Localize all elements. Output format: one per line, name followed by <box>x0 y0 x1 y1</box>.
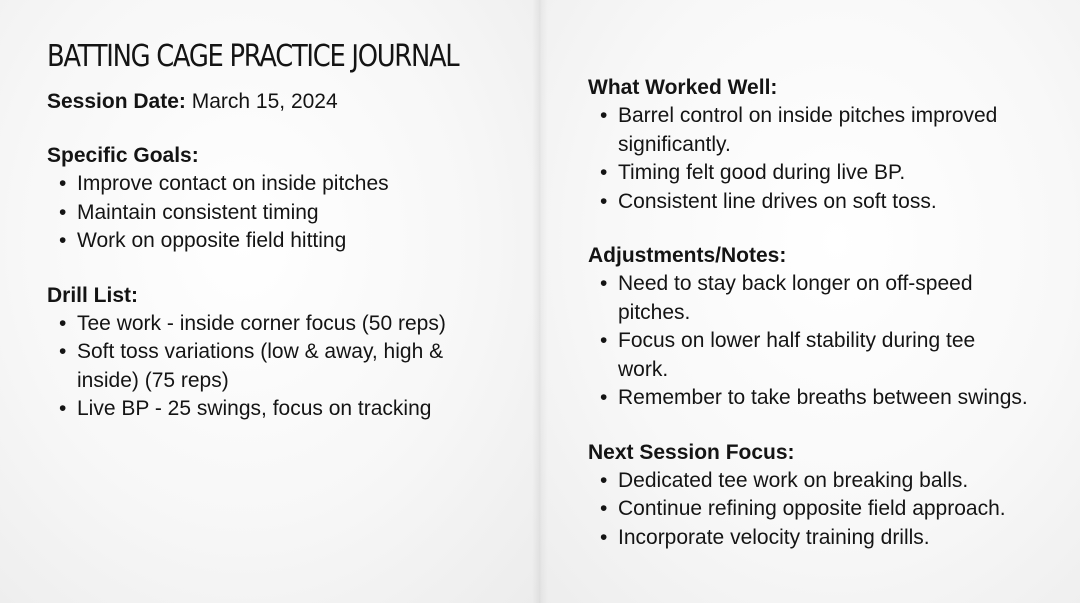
list-item <box>59 338 447 395</box>
list-item-text: Incorporate velocity training drills. <box>618 525 930 549</box>
list-item-text: Focus on lower half stability during tee work. <box>618 329 976 381</box>
list-item <box>59 170 447 199</box>
session-date-label: Session Date: <box>47 90 186 113</box>
list-item <box>600 102 1028 159</box>
specific-goals-section <box>47 142 540 256</box>
what-worked-section <box>588 74 1080 216</box>
list-item-text: Remember to take breaths between swings. <box>618 386 1028 409</box>
bullet-icon: • <box>600 329 608 352</box>
list-item <box>600 384 1028 413</box>
bullet-icon: • <box>600 161 608 184</box>
list-item <box>59 227 447 256</box>
list-item <box>59 310 447 339</box>
adjustments-heading: Adjustments/Notes: <box>588 244 787 267</box>
list-item <box>600 159 1028 188</box>
specific-goals-heading: Specific Goals: <box>47 144 199 167</box>
list-item-text: Dedicated tee work on breaking balls. <box>618 468 969 492</box>
list-item-text: Barrel control on inside pitches improved significantly. <box>618 104 998 156</box>
drill-list-section <box>47 282 540 424</box>
list-item <box>600 467 1028 496</box>
list-item-text: Timing felt good during live BP. <box>618 161 906 184</box>
drill-list <box>47 310 540 424</box>
what-worked-heading: What Worked Well: <box>588 76 778 99</box>
adjustments-list <box>588 270 1080 413</box>
list-item-text: Continue refining opposite field approach. <box>618 497 1006 520</box>
next-session-list <box>588 467 1080 553</box>
list-item-text: Soft toss variations (low & away, high & inside) (75 reps) <box>77 340 444 392</box>
specific-goals-list <box>47 170 540 256</box>
list-item-text: Work on opposite field hitting <box>77 229 347 252</box>
list-item-text: Tee work - inside corner focus (50 reps) <box>77 311 446 335</box>
session-date-value: March 15, 2024 <box>191 90 338 113</box>
list-item <box>600 270 1028 327</box>
bullet-icon: • <box>59 340 67 363</box>
list-item <box>600 524 1028 553</box>
list-item-text: Need to stay back longer on off-speed pitches. <box>618 272 973 324</box>
list-item-text: Live BP - 25 swings, focus on tracking <box>77 397 432 420</box>
list-item <box>59 395 447 424</box>
bullet-icon: • <box>59 311 67 335</box>
list-item-text: Consistent line drives on soft toss. <box>618 189 937 213</box>
list-item <box>600 188 1028 217</box>
list-item-text: Maintain consistent timing <box>77 200 319 224</box>
bullet-icon: • <box>59 172 67 195</box>
bullet-icon: • <box>600 468 608 492</box>
list-item-text: Improve contact on inside pitches <box>77 172 389 195</box>
drill-list-heading: Drill List: <box>47 283 139 307</box>
bullet-icon: • <box>600 525 608 549</box>
journal-title: BATTING CAGE PRACTICE JOURNAL <box>47 39 459 74</box>
bullet-icon: • <box>59 229 67 252</box>
bullet-icon: • <box>600 386 608 409</box>
bullet-icon: • <box>600 189 608 213</box>
bullet-icon: • <box>59 200 67 224</box>
bullet-icon: • <box>600 272 608 295</box>
adjustments-section <box>588 242 1080 413</box>
right-page <box>540 0 1080 603</box>
session-date <box>47 88 540 116</box>
bullet-icon: • <box>600 104 608 127</box>
list-item <box>600 495 1028 524</box>
next-session-section <box>588 439 1080 553</box>
next-session-heading: Next Session Focus: <box>588 440 795 464</box>
list-item <box>600 327 1028 384</box>
bullet-icon: • <box>600 497 608 520</box>
what-worked-list <box>588 102 1080 216</box>
bullet-icon: • <box>59 397 67 420</box>
list-item <box>59 199 447 228</box>
